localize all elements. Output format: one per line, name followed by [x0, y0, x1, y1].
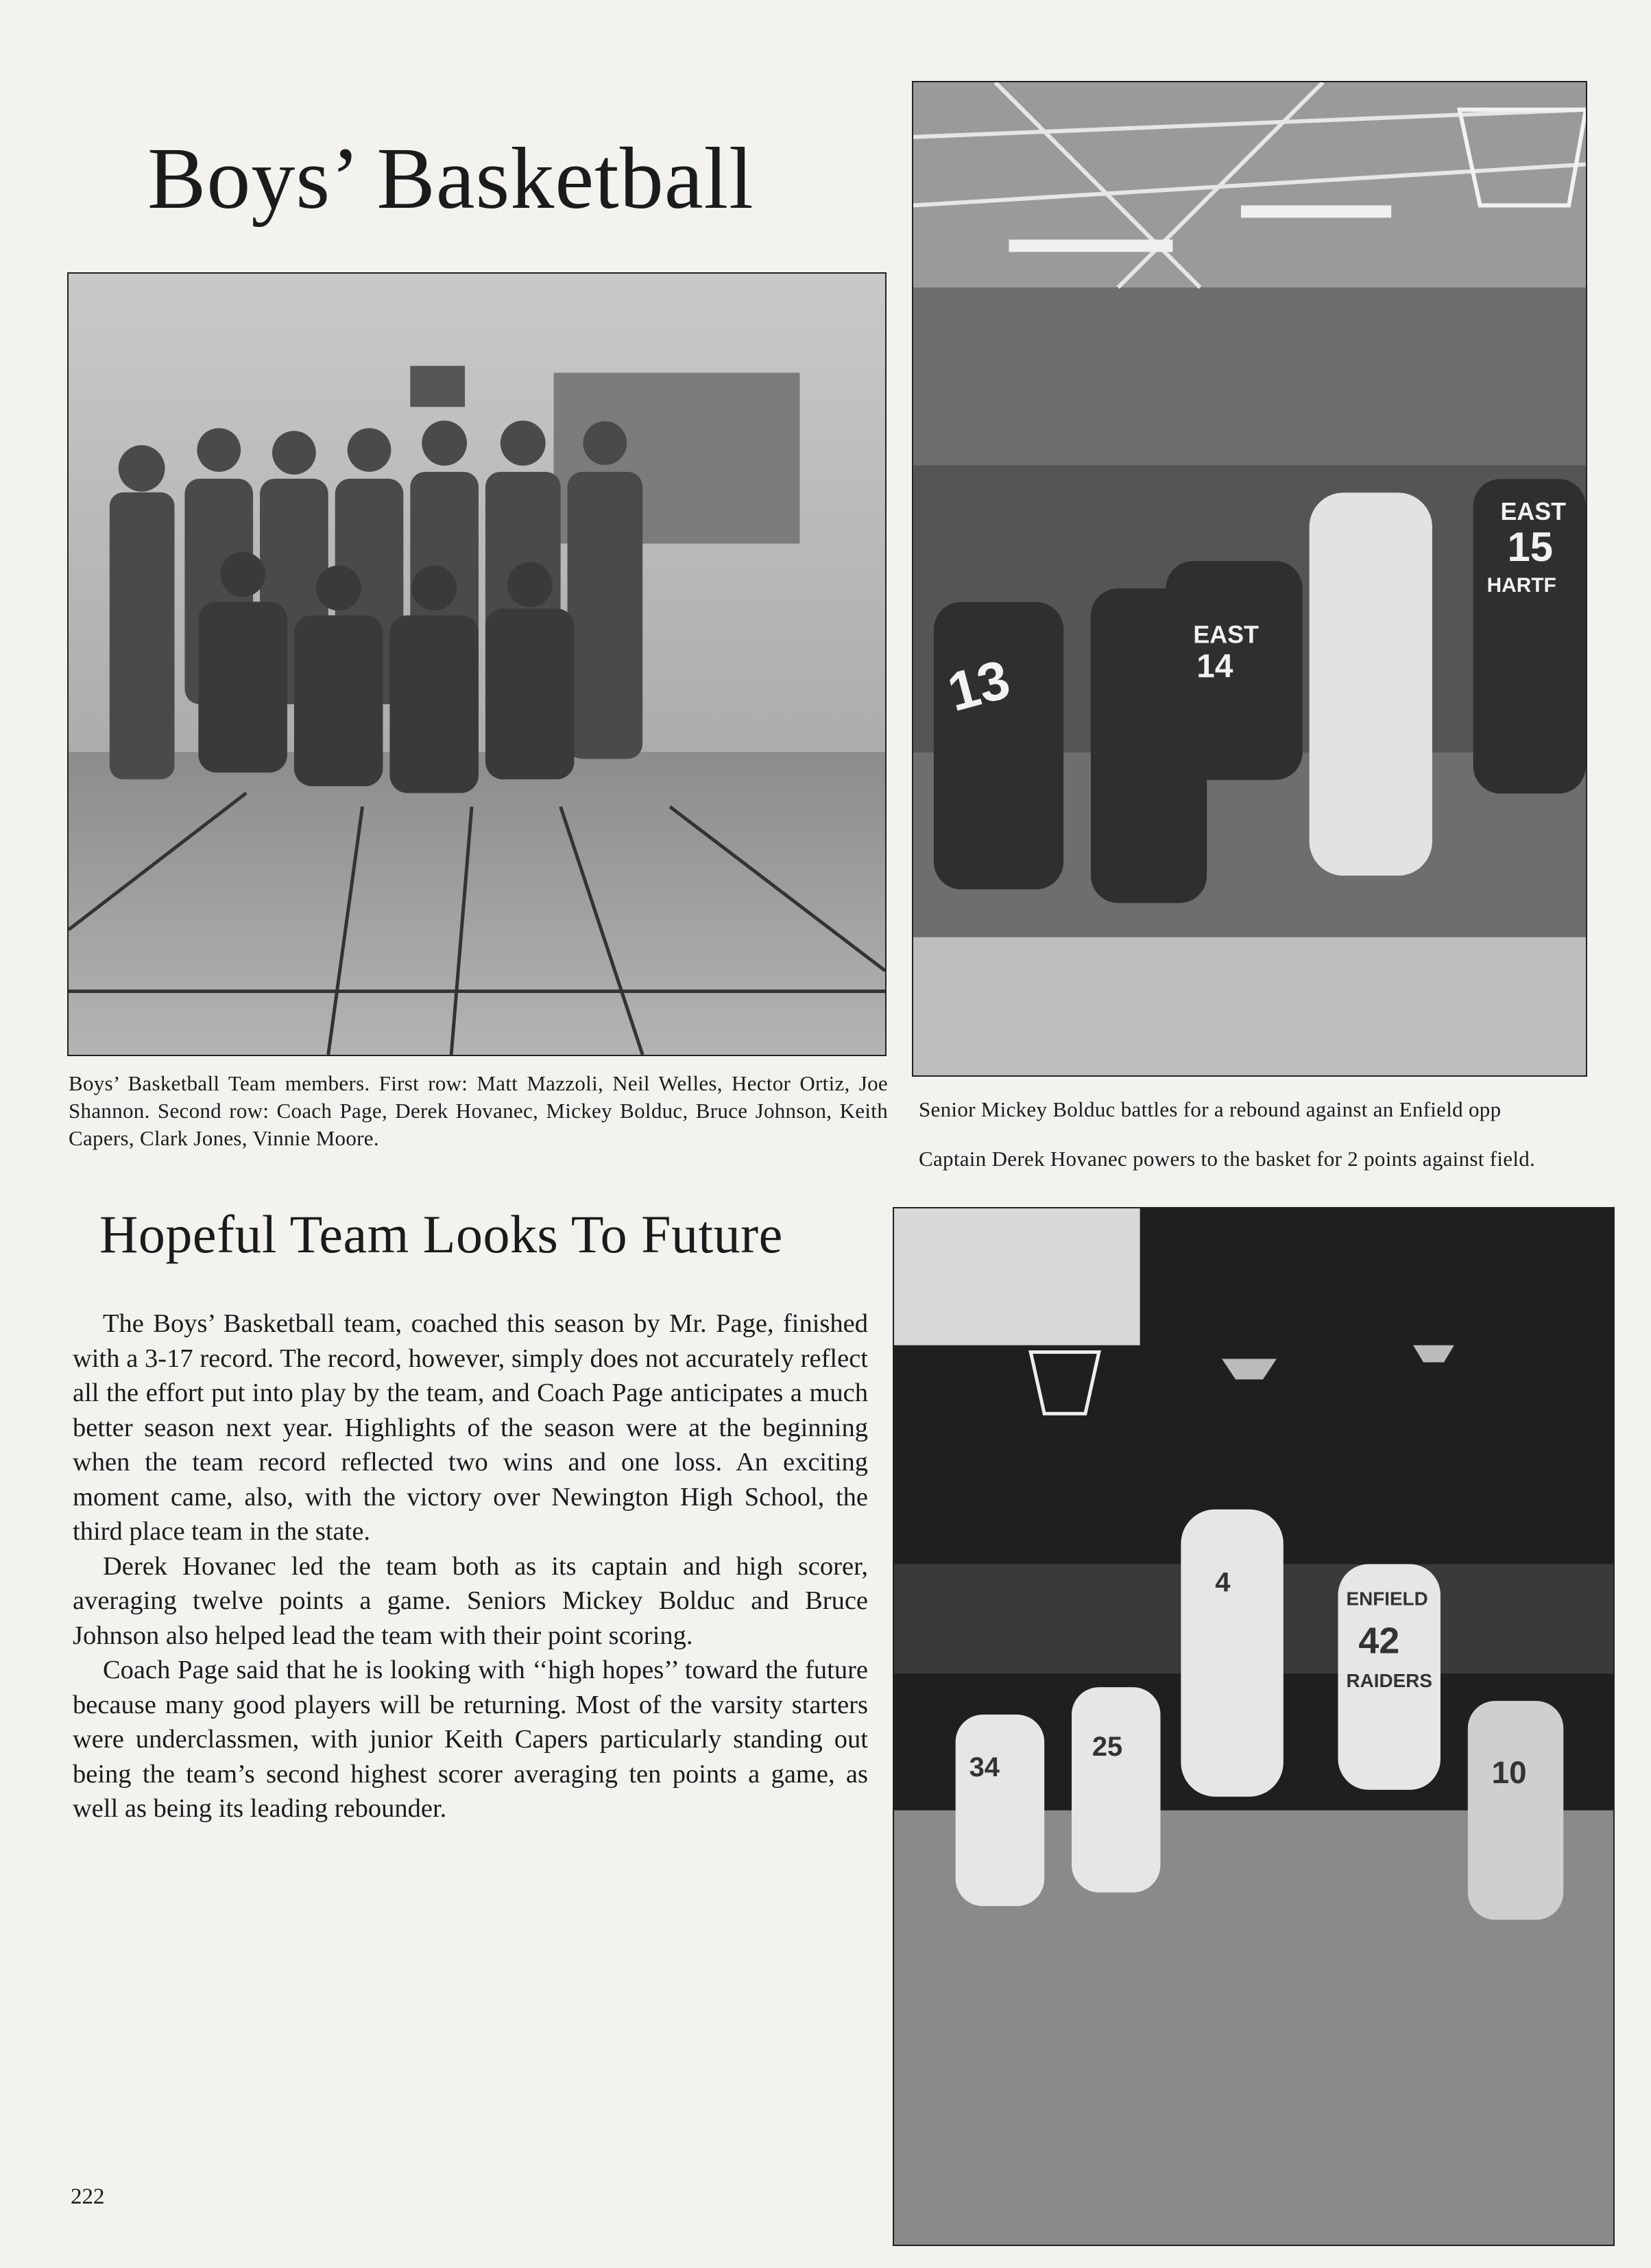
gym-floor [69, 752, 885, 1055]
jersey-number: 13 [941, 647, 1016, 723]
article-paragraph: Derek Hovanec led the team both as its captain and high scorer, averaging twelve points a game. Seniors Mickey Bolduc and Bruce Johnson also helped lead the team with their point scoring. [73, 1551, 868, 1650]
page-number: 222 [71, 2184, 105, 2209]
team-photo-caption: Boys’ Basketball Team members. First row: Matt Mazzoli, Neil Welles, Hector Ortiz, Joe Shannon. Second row: Coach Page, Derek Hovanec, Mickey Bolduc, Bruce Johnson, Keith Capers, Clark Jones, Vinnie Moore. [69, 1071, 888, 1150]
player [934, 602, 1063, 890]
backboard [894, 1208, 1140, 1345]
light-fixture [1241, 206, 1391, 218]
jersey-text: EAST [1193, 621, 1259, 649]
article-paragraph: The Boys’ Basketball team, coached this season by Mr. Page, finished with a 3-17 record. The record, however, simply does not accurately reflect all the effort put into play by the team, and Coach Page anticipates a much better season next year. Highlights of the season were at the beginning when the team record reflected two wins and one loss. An exciting moment came, also, with the victory over Newington High School, the third place team in the state. [73, 1309, 868, 1546]
jersey-number: 10 [1491, 1754, 1527, 1790]
player [1181, 1509, 1283, 1797]
player [1166, 561, 1302, 780]
rebound-photo [912, 81, 1587, 1077]
jersey-number: 15 [1507, 524, 1553, 571]
jersey-number: 25 [1092, 1731, 1123, 1762]
rebound-photo-caption: Senior Mickey Bolduc battles for a rebound against an Enfield opp [919, 1097, 1502, 1121]
jersey-number: 42 [1358, 1620, 1400, 1662]
jersey-text: HARTF [1486, 573, 1556, 597]
page-title: Boys’ Basketball [147, 130, 754, 227]
article-headline: Hopeful Team Looks To Future [99, 1204, 783, 1264]
jersey-number: 34 [969, 1752, 1000, 1782]
court-floor [913, 938, 1586, 1075]
jersey-number: 4 [1215, 1567, 1231, 1598]
article-body [73, 1306, 868, 1826]
player [1468, 1701, 1563, 1920]
team-photo [67, 272, 887, 1056]
jersey-text: EAST [1500, 498, 1567, 526]
jersey-number: 14 [1196, 648, 1233, 685]
layup-photo [893, 1207, 1615, 2246]
player [1072, 1687, 1161, 1892]
wall-sign [410, 366, 465, 407]
article-paragraph: Coach Page said that he is looking with ‘‘high hopes’’ toward the future because many good players will be returning. Most of the varsity starters were underclassmen, with junior Keith Capers particularly standing out being the team’s second highest scorer averaging ten points a game, as well as being its leading rebounder. [73, 1656, 868, 1823]
player [1310, 492, 1432, 875]
player [956, 1715, 1045, 1906]
jersey-text: ENFIELD [1346, 1588, 1428, 1610]
jersey-text: RAIDERS [1346, 1670, 1432, 1692]
layup-photo-caption: Captain Derek Hovanec powers to the basket for 2 points against field. [919, 1147, 1536, 1171]
light-fixture [1009, 239, 1172, 252]
